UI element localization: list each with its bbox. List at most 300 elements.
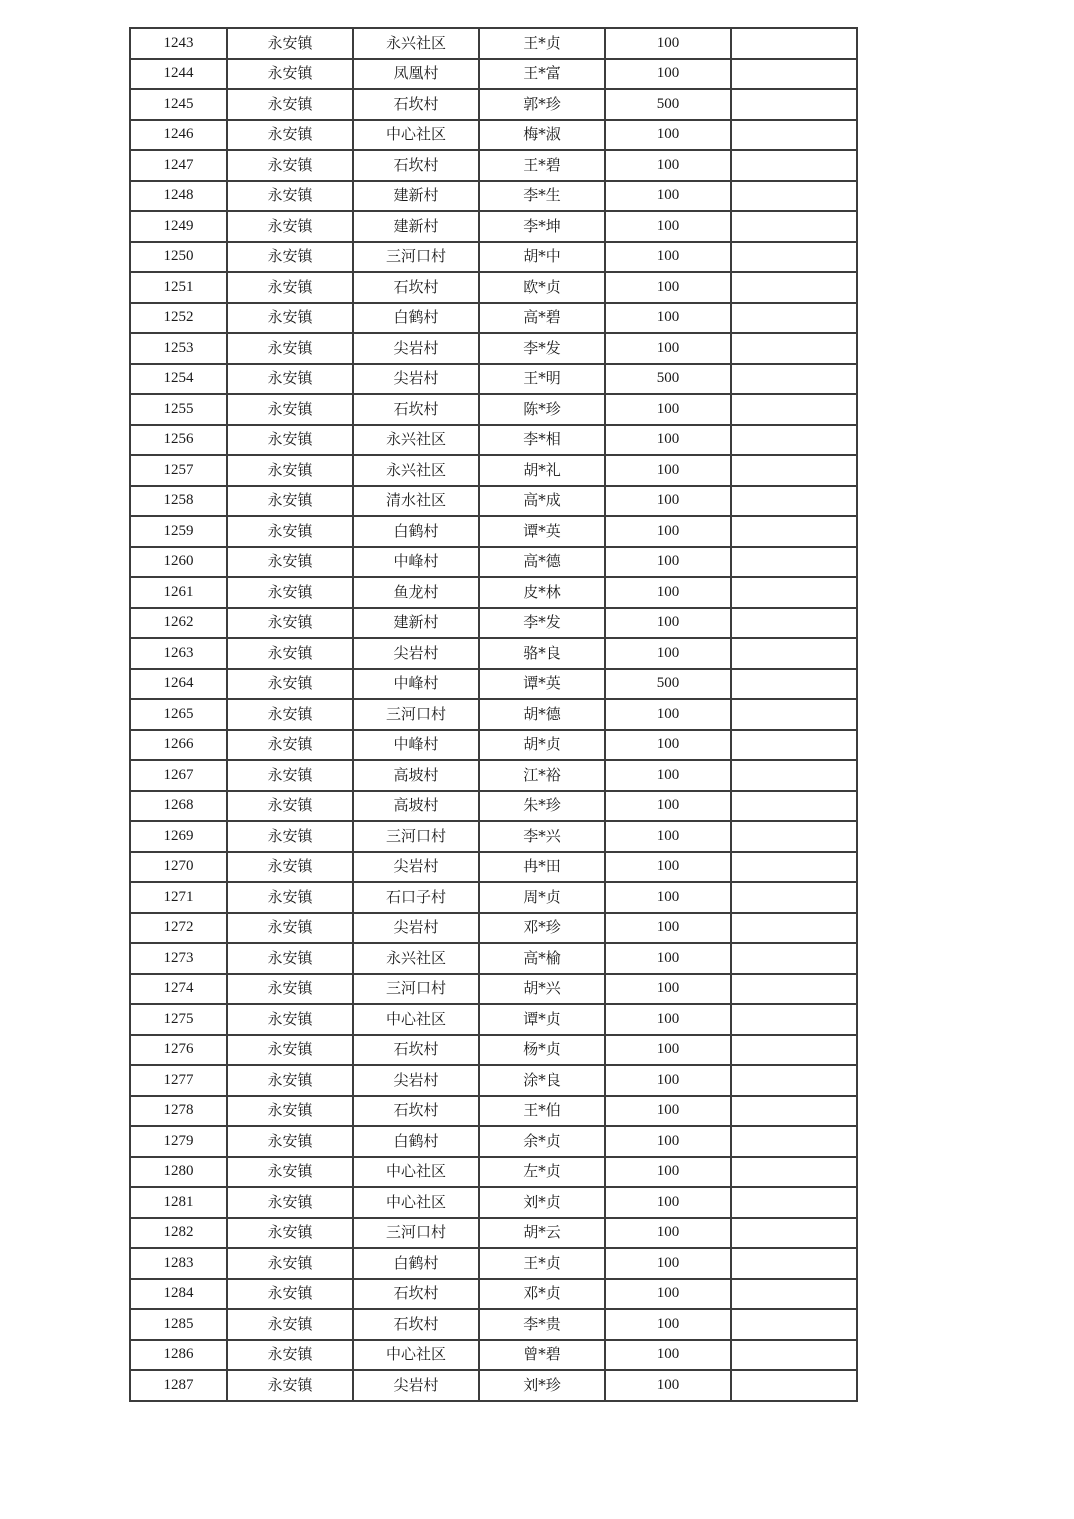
row-number-cell: 1270	[130, 852, 227, 883]
subsidy-list-table	[129, 27, 858, 1402]
person-name-cell: 涂*良	[479, 1065, 605, 1096]
note-cell	[731, 272, 857, 303]
row-number-cell: 1273	[130, 943, 227, 974]
note-cell	[731, 1309, 857, 1340]
note-cell	[731, 211, 857, 242]
table-row	[130, 1340, 857, 1371]
note-cell	[731, 882, 857, 913]
table-body	[130, 28, 857, 1401]
town-cell: 永安镇	[227, 59, 353, 90]
amount-cell: 100	[605, 1187, 731, 1218]
table-row	[130, 1248, 857, 1279]
table-row	[130, 120, 857, 151]
amount-cell: 100	[605, 1096, 731, 1127]
town-cell: 永安镇	[227, 516, 353, 547]
table-row	[130, 272, 857, 303]
village-cell: 三河口村	[353, 821, 479, 852]
person-name-cell: 邓*贞	[479, 1279, 605, 1310]
row-number-cell: 1274	[130, 974, 227, 1005]
village-cell: 三河口村	[353, 974, 479, 1005]
table-row	[130, 455, 857, 486]
town-cell: 永安镇	[227, 577, 353, 608]
town-cell: 永安镇	[227, 1065, 353, 1096]
amount-cell: 100	[605, 425, 731, 456]
note-cell	[731, 486, 857, 517]
town-cell: 永安镇	[227, 791, 353, 822]
town-cell: 永安镇	[227, 730, 353, 761]
table-row	[130, 1004, 857, 1035]
amount-cell: 100	[605, 333, 731, 364]
village-cell: 尖岩村	[353, 364, 479, 395]
row-number-cell: 1248	[130, 181, 227, 212]
village-cell: 石口子村	[353, 882, 479, 913]
note-cell	[731, 1279, 857, 1310]
village-cell: 中峰村	[353, 669, 479, 700]
row-number-cell: 1244	[130, 59, 227, 90]
note-cell	[731, 28, 857, 59]
amount-cell: 100	[605, 608, 731, 639]
town-cell: 永安镇	[227, 699, 353, 730]
amount-cell: 100	[605, 1248, 731, 1279]
village-cell: 石坎村	[353, 89, 479, 120]
note-cell	[731, 455, 857, 486]
amount-cell: 100	[605, 547, 731, 578]
row-number-cell: 1249	[130, 211, 227, 242]
table-row	[130, 1096, 857, 1127]
note-cell	[731, 425, 857, 456]
row-number-cell: 1254	[130, 364, 227, 395]
note-cell	[731, 852, 857, 883]
village-cell: 石坎村	[353, 1309, 479, 1340]
note-cell	[731, 638, 857, 669]
town-cell: 永安镇	[227, 669, 353, 700]
row-number-cell: 1265	[130, 699, 227, 730]
person-name-cell: 王*贞	[479, 1248, 605, 1279]
person-name-cell: 李*发	[479, 608, 605, 639]
town-cell: 永安镇	[227, 272, 353, 303]
row-number-cell: 1262	[130, 608, 227, 639]
row-number-cell: 1259	[130, 516, 227, 547]
village-cell: 清水社区	[353, 486, 479, 517]
amount-cell: 100	[605, 211, 731, 242]
town-cell: 永安镇	[227, 181, 353, 212]
town-cell: 永安镇	[227, 852, 353, 883]
amount-cell: 100	[605, 1370, 731, 1401]
note-cell	[731, 59, 857, 90]
person-name-cell: 王*碧	[479, 150, 605, 181]
table-row	[130, 730, 857, 761]
table-row	[130, 59, 857, 90]
table-row	[130, 669, 857, 700]
person-name-cell: 李*生	[479, 181, 605, 212]
table-row	[130, 242, 857, 273]
row-number-cell: 1263	[130, 638, 227, 669]
person-name-cell: 高*榆	[479, 943, 605, 974]
amount-cell: 100	[605, 791, 731, 822]
table-row	[130, 852, 857, 883]
table-row	[130, 150, 857, 181]
amount-cell: 100	[605, 638, 731, 669]
person-name-cell: 谭*贞	[479, 1004, 605, 1035]
person-name-cell: 邓*珍	[479, 913, 605, 944]
person-name-cell: 李*贵	[479, 1309, 605, 1340]
town-cell: 永安镇	[227, 1004, 353, 1035]
village-cell: 尖岩村	[353, 913, 479, 944]
note-cell	[731, 730, 857, 761]
note-cell	[731, 394, 857, 425]
table-row	[130, 577, 857, 608]
row-number-cell: 1247	[130, 150, 227, 181]
person-name-cell: 胡*礼	[479, 455, 605, 486]
row-number-cell: 1285	[130, 1309, 227, 1340]
table-row	[130, 608, 857, 639]
town-cell: 永安镇	[227, 364, 353, 395]
village-cell: 建新村	[353, 211, 479, 242]
village-cell: 白鹤村	[353, 303, 479, 334]
table-row	[130, 760, 857, 791]
note-cell	[731, 943, 857, 974]
town-cell: 永安镇	[227, 913, 353, 944]
town-cell: 永安镇	[227, 1096, 353, 1127]
town-cell: 永安镇	[227, 89, 353, 120]
note-cell	[731, 547, 857, 578]
town-cell: 永安镇	[227, 333, 353, 364]
village-cell: 石坎村	[353, 272, 479, 303]
person-name-cell: 胡*贞	[479, 730, 605, 761]
row-number-cell: 1256	[130, 425, 227, 456]
town-cell: 永安镇	[227, 1035, 353, 1066]
town-cell: 永安镇	[227, 1370, 353, 1401]
person-name-cell: 李*相	[479, 425, 605, 456]
note-cell	[731, 1126, 857, 1157]
row-number-cell: 1275	[130, 1004, 227, 1035]
table-row	[130, 333, 857, 364]
person-name-cell: 郭*珍	[479, 89, 605, 120]
amount-cell: 100	[605, 486, 731, 517]
town-cell: 永安镇	[227, 882, 353, 913]
town-cell: 永安镇	[227, 1248, 353, 1279]
village-cell: 永兴社区	[353, 28, 479, 59]
note-cell	[731, 913, 857, 944]
person-name-cell: 王*贞	[479, 28, 605, 59]
person-name-cell: 左*贞	[479, 1157, 605, 1188]
town-cell: 永安镇	[227, 455, 353, 486]
village-cell: 三河口村	[353, 242, 479, 273]
village-cell: 三河口村	[353, 1218, 479, 1249]
person-name-cell: 谭*英	[479, 669, 605, 700]
table-row	[130, 821, 857, 852]
note-cell	[731, 1218, 857, 1249]
row-number-cell: 1246	[130, 120, 227, 151]
person-name-cell: 高*德	[479, 547, 605, 578]
table-row	[130, 486, 857, 517]
table-row	[130, 1035, 857, 1066]
row-number-cell: 1264	[130, 669, 227, 700]
village-cell: 白鹤村	[353, 516, 479, 547]
table-row	[130, 1065, 857, 1096]
row-number-cell: 1257	[130, 455, 227, 486]
note-cell	[731, 1065, 857, 1096]
amount-cell: 100	[605, 1004, 731, 1035]
note-cell	[731, 791, 857, 822]
village-cell: 石坎村	[353, 394, 479, 425]
town-cell: 永安镇	[227, 1126, 353, 1157]
person-name-cell: 胡*云	[479, 1218, 605, 1249]
table-row	[130, 1218, 857, 1249]
note-cell	[731, 364, 857, 395]
person-name-cell: 王*明	[479, 364, 605, 395]
amount-cell: 100	[605, 394, 731, 425]
amount-cell: 500	[605, 89, 731, 120]
row-number-cell: 1271	[130, 882, 227, 913]
village-cell: 永兴社区	[353, 455, 479, 486]
amount-cell: 100	[605, 120, 731, 151]
row-number-cell: 1260	[130, 547, 227, 578]
town-cell: 永安镇	[227, 608, 353, 639]
town-cell: 永安镇	[227, 242, 353, 273]
note-cell	[731, 1340, 857, 1371]
note-cell	[731, 333, 857, 364]
amount-cell: 100	[605, 852, 731, 883]
note-cell	[731, 608, 857, 639]
town-cell: 永安镇	[227, 760, 353, 791]
village-cell: 尖岩村	[353, 1370, 479, 1401]
note-cell	[731, 1004, 857, 1035]
table-row	[130, 364, 857, 395]
town-cell: 永安镇	[227, 638, 353, 669]
amount-cell: 100	[605, 882, 731, 913]
person-name-cell: 胡*德	[479, 699, 605, 730]
amount-cell: 100	[605, 1126, 731, 1157]
person-name-cell: 王*富	[479, 59, 605, 90]
village-cell: 中心社区	[353, 1004, 479, 1035]
table-row	[130, 1126, 857, 1157]
row-number-cell: 1284	[130, 1279, 227, 1310]
row-number-cell: 1268	[130, 791, 227, 822]
row-number-cell: 1287	[130, 1370, 227, 1401]
table-row	[130, 882, 857, 913]
row-number-cell: 1245	[130, 89, 227, 120]
note-cell	[731, 516, 857, 547]
person-name-cell: 冉*田	[479, 852, 605, 883]
amount-cell: 100	[605, 974, 731, 1005]
person-name-cell: 欧*贞	[479, 272, 605, 303]
amount-cell: 100	[605, 150, 731, 181]
note-cell	[731, 760, 857, 791]
row-number-cell: 1276	[130, 1035, 227, 1066]
table-row	[130, 974, 857, 1005]
table-row	[130, 913, 857, 944]
village-cell: 中心社区	[353, 120, 479, 151]
row-number-cell: 1281	[130, 1187, 227, 1218]
row-number-cell: 1283	[130, 1248, 227, 1279]
village-cell: 中峰村	[353, 547, 479, 578]
village-cell: 石坎村	[353, 1096, 479, 1127]
person-name-cell: 曾*碧	[479, 1340, 605, 1371]
amount-cell: 100	[605, 28, 731, 59]
amount-cell: 100	[605, 59, 731, 90]
amount-cell: 100	[605, 943, 731, 974]
note-cell	[731, 1187, 857, 1218]
town-cell: 永安镇	[227, 547, 353, 578]
note-cell	[731, 1096, 857, 1127]
amount-cell: 100	[605, 1340, 731, 1371]
town-cell: 永安镇	[227, 1218, 353, 1249]
note-cell	[731, 89, 857, 120]
table-row	[130, 1279, 857, 1310]
table-row	[130, 791, 857, 822]
table-row	[130, 1187, 857, 1218]
row-number-cell: 1251	[130, 272, 227, 303]
town-cell: 永安镇	[227, 1340, 353, 1371]
village-cell: 尖岩村	[353, 333, 479, 364]
village-cell: 鱼龙村	[353, 577, 479, 608]
person-name-cell: 高*碧	[479, 303, 605, 334]
person-name-cell: 江*裕	[479, 760, 605, 791]
village-cell: 白鹤村	[353, 1248, 479, 1279]
village-cell: 三河口村	[353, 699, 479, 730]
village-cell: 尖岩村	[353, 638, 479, 669]
village-cell: 凤凰村	[353, 59, 479, 90]
person-name-cell: 朱*珍	[479, 791, 605, 822]
town-cell: 永安镇	[227, 943, 353, 974]
village-cell: 建新村	[353, 181, 479, 212]
amount-cell: 100	[605, 516, 731, 547]
person-name-cell: 余*贞	[479, 1126, 605, 1157]
town-cell: 永安镇	[227, 303, 353, 334]
village-cell: 白鹤村	[353, 1126, 479, 1157]
table-row	[130, 303, 857, 334]
row-number-cell: 1255	[130, 394, 227, 425]
town-cell: 永安镇	[227, 1157, 353, 1188]
town-cell: 永安镇	[227, 120, 353, 151]
table-row	[130, 1309, 857, 1340]
note-cell	[731, 1370, 857, 1401]
village-cell: 中心社区	[353, 1340, 479, 1371]
town-cell: 永安镇	[227, 28, 353, 59]
person-name-cell: 周*贞	[479, 882, 605, 913]
note-cell	[731, 150, 857, 181]
person-name-cell: 皮*林	[479, 577, 605, 608]
table-row	[130, 516, 857, 547]
row-number-cell: 1243	[130, 28, 227, 59]
table-row	[130, 638, 857, 669]
amount-cell: 100	[605, 455, 731, 486]
town-cell: 永安镇	[227, 150, 353, 181]
village-cell: 永兴社区	[353, 943, 479, 974]
town-cell: 永安镇	[227, 211, 353, 242]
row-number-cell: 1252	[130, 303, 227, 334]
note-cell	[731, 1157, 857, 1188]
amount-cell: 100	[605, 913, 731, 944]
row-number-cell: 1258	[130, 486, 227, 517]
amount-cell: 100	[605, 577, 731, 608]
table-row	[130, 547, 857, 578]
person-name-cell: 骆*良	[479, 638, 605, 669]
row-number-cell: 1272	[130, 913, 227, 944]
note-cell	[731, 699, 857, 730]
village-cell: 石坎村	[353, 150, 479, 181]
person-name-cell: 李*发	[479, 333, 605, 364]
amount-cell: 100	[605, 1157, 731, 1188]
town-cell: 永安镇	[227, 1187, 353, 1218]
note-cell	[731, 821, 857, 852]
table-row	[130, 211, 857, 242]
village-cell: 中峰村	[353, 730, 479, 761]
person-name-cell: 王*伯	[479, 1096, 605, 1127]
village-cell: 石坎村	[353, 1035, 479, 1066]
town-cell: 永安镇	[227, 1309, 353, 1340]
table-row	[130, 943, 857, 974]
note-cell	[731, 120, 857, 151]
row-number-cell: 1261	[130, 577, 227, 608]
row-number-cell: 1266	[130, 730, 227, 761]
table-row	[130, 181, 857, 212]
amount-cell: 100	[605, 821, 731, 852]
table-row	[130, 394, 857, 425]
note-cell	[731, 1248, 857, 1279]
person-name-cell: 梅*淑	[479, 120, 605, 151]
person-name-cell: 陈*珍	[479, 394, 605, 425]
village-cell: 永兴社区	[353, 425, 479, 456]
village-cell: 高坡村	[353, 760, 479, 791]
person-name-cell: 杨*贞	[479, 1035, 605, 1066]
town-cell: 永安镇	[227, 974, 353, 1005]
person-name-cell: 高*成	[479, 486, 605, 517]
note-cell	[731, 577, 857, 608]
table-row	[130, 89, 857, 120]
amount-cell: 100	[605, 760, 731, 791]
town-cell: 永安镇	[227, 425, 353, 456]
town-cell: 永安镇	[227, 821, 353, 852]
town-cell: 永安镇	[227, 486, 353, 517]
person-name-cell: 胡*中	[479, 242, 605, 273]
town-cell: 永安镇	[227, 1279, 353, 1310]
amount-cell: 100	[605, 699, 731, 730]
row-number-cell: 1279	[130, 1126, 227, 1157]
village-cell: 石坎村	[353, 1279, 479, 1310]
table-row	[130, 699, 857, 730]
row-number-cell: 1280	[130, 1157, 227, 1188]
village-cell: 中心社区	[353, 1157, 479, 1188]
amount-cell: 500	[605, 669, 731, 700]
amount-cell: 100	[605, 181, 731, 212]
person-name-cell: 刘*珍	[479, 1370, 605, 1401]
village-cell: 尖岩村	[353, 852, 479, 883]
note-cell	[731, 669, 857, 700]
row-number-cell: 1278	[130, 1096, 227, 1127]
note-cell	[731, 974, 857, 1005]
person-name-cell: 李*坤	[479, 211, 605, 242]
row-number-cell: 1253	[130, 333, 227, 364]
amount-cell: 100	[605, 272, 731, 303]
note-cell	[731, 181, 857, 212]
note-cell	[731, 242, 857, 273]
village-cell: 中心社区	[353, 1187, 479, 1218]
table-row	[130, 425, 857, 456]
person-name-cell: 胡*兴	[479, 974, 605, 1005]
table-row	[130, 1157, 857, 1188]
row-number-cell: 1282	[130, 1218, 227, 1249]
village-cell: 尖岩村	[353, 1065, 479, 1096]
table-row	[130, 28, 857, 59]
row-number-cell: 1277	[130, 1065, 227, 1096]
person-name-cell: 谭*英	[479, 516, 605, 547]
amount-cell: 100	[605, 242, 731, 273]
note-cell	[731, 1035, 857, 1066]
amount-cell: 500	[605, 364, 731, 395]
row-number-cell: 1267	[130, 760, 227, 791]
